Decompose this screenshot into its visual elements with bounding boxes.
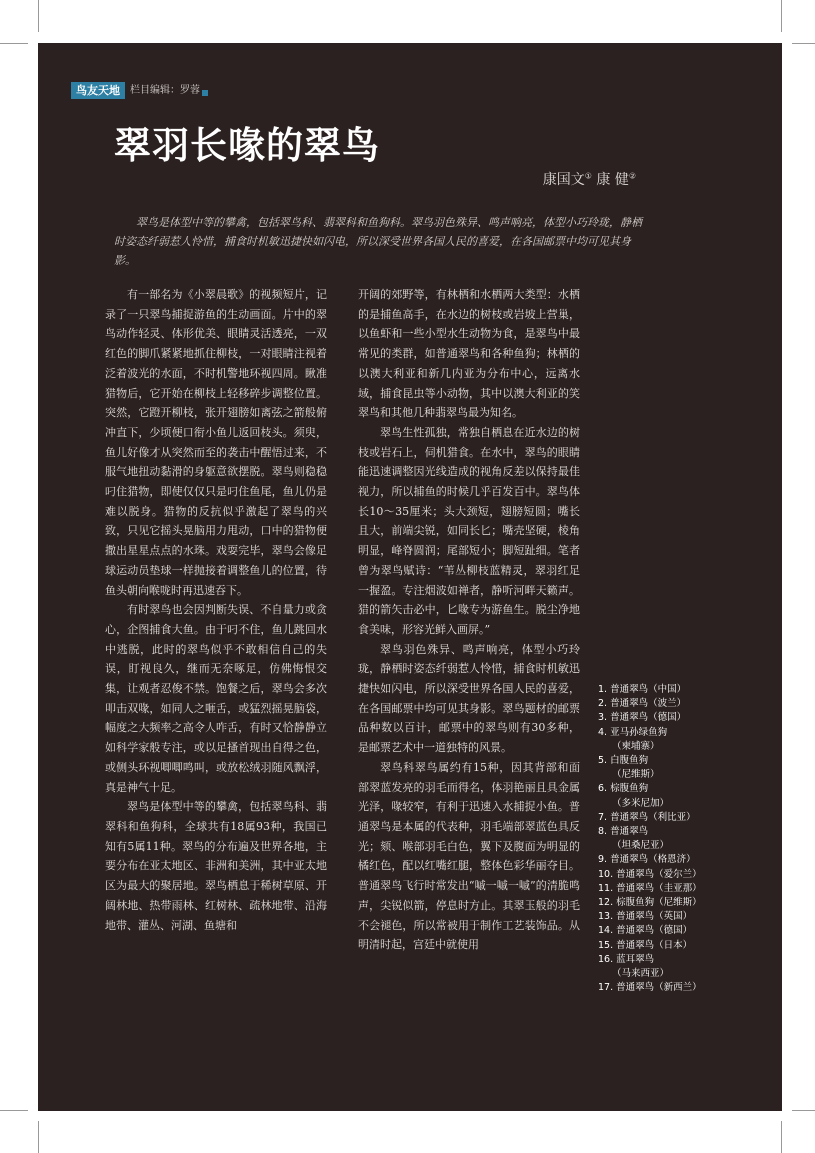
body-column-right — [358, 285, 580, 955]
crop-mark-top-left-v — [38, 0, 39, 32]
stamp-caption-line: 3. 普通翠鸟（德国） — [598, 712, 687, 724]
stamp-caption-country: （柬埔寨） — [612, 740, 660, 752]
stamp-caption — [598, 683, 748, 697]
header-square-marker — [202, 90, 208, 96]
stamp-caption — [598, 811, 748, 825]
crop-mark-bottom-right-h — [792, 1110, 815, 1111]
crop-mark-bottom-left-h — [0, 1110, 28, 1111]
stamp-caption-line: 7. 普通翠鸟（利比亚） — [598, 811, 696, 823]
crop-mark-top-right-v — [781, 0, 782, 32]
stamp-caption — [598, 726, 748, 754]
stamp-caption-country: （马来西亚） — [612, 968, 670, 980]
stamp-caption — [598, 754, 748, 782]
stamp-caption — [598, 868, 748, 882]
stamp-caption — [598, 953, 748, 981]
author-mark-2: ② — [628, 171, 636, 181]
stamp-caption — [598, 910, 748, 924]
crop-mark-bottom-right-v — [781, 1121, 782, 1153]
stamp-caption-line: 11. 普通翠鸟（圭亚那） — [598, 882, 702, 894]
stamp-caption-line: 14. 普通翠鸟（德国） — [598, 925, 693, 937]
stamp-caption-line: 17. 普通翠鸟（新西兰） — [598, 982, 702, 994]
stamp-caption-line: 4. 亚马孙绿鱼狗 — [598, 726, 668, 738]
stamp-caption-line: 2. 普通翠鸟（波兰） — [598, 698, 687, 710]
crop-mark-top-right-h — [792, 43, 815, 44]
stamp-caption — [598, 981, 748, 995]
stamp-caption-line: 13. 普通翠鸟（英国） — [598, 911, 693, 923]
body-paragraph: 开阔的郊野等，有林栖和水栖两大类型：水栖的是捕鱼高手，在水边的树枝或岩坡上营巢，以鱼虾和一些小型水生动物为食，是翠鸟中最常见的类群，如普通翠鸟和各种鱼狗；林栖的以澳大利亚和新几内亚为分布中心，远离水域，捕食昆虫等小动物，其中以澳大利亚的笑翠鸟和其他几种翡翠鸟最为知名。 — [358, 288, 580, 420]
stamp-caption-list — [598, 683, 748, 995]
stamp-caption — [598, 825, 748, 853]
body-paragraph: 有时翠鸟也会因判断失误、不自量力或贪心，企图捕食大鱼。由于叼不住，鱼儿跳回水中逃脱，此时的翠鸟似乎不敢相信自己的失误，盯视良久，继而无奈啄足，仿佛悔恨交集，让观者忍俊不禁。饱餐之后，翠鸟会多次叩击双喙，如同人之咂舌，或猛烈摇晃脑袋，幅度之大频率之高令人咋舌，有时又恰静静立如科学家般专注，或以足搔首现出自得之色，或侧头环视唧唧鸣叫，或放松绒羽随风飘浮，真是神气十足。 — [105, 603, 327, 794]
stamp-caption — [598, 939, 748, 953]
stamp-caption — [598, 924, 748, 938]
stamp-caption-line: 15. 普通翠鸟（日本） — [598, 939, 693, 951]
stamp-caption — [598, 697, 748, 711]
crop-mark-top-left-h — [0, 43, 28, 44]
stamp-caption-country: （多米尼加） — [612, 797, 670, 809]
stamp-caption — [598, 853, 748, 867]
stamp-caption-line: 8. 普通翠鸟 — [598, 826, 649, 838]
author-name-1: 康国文 — [542, 172, 585, 188]
stamp-caption-line: 1. 普通翠鸟（中国） — [598, 684, 687, 695]
body-paragraph: 有一部名为《小翠晨歌》的视频短片，记录了一只翠鸟捕捉游鱼的生动画面。片中的翠鸟动作轻灵、体形优美、眼睛灵活透亮，一双红色的脚爪紧紧地抓住柳枝，一对眼睛注视着泛着波光的水面，不时机警地环视四周。瞅准猎物后，它开始在柳枝上轻移碎步调整位置。突然，它蹬开柳枝，张开翅膀如离弦之箭般俯冲直下，少顷便口衔小鱼儿返回枝头。须臾，鱼儿好像才从突然而至的袭击中醒悟过来，不服气地扭动黏滑的身躯意欲摆脱。翠鸟则稳稳叼住猎物，即使仅仅只是叼住鱼尾，鱼儿仍是难以脱身。猎物的反抗似乎激起了翠鸟的兴致，只见它摇头晃脑用力甩动，口中的猎物便撒出星星点点的水珠。戏耍完毕，翠鸟会像足球运动员垫球一样抛接着调整鱼儿的位置，待鱼头朝向喉咙时再迅速吞下。 — [105, 288, 327, 597]
body-paragraph: 翠鸟科翠鸟属约有15种，因其背部和面部翠蓝发亮的羽毛而得名，体羽艳丽且具金属光泽，喙较窄，有利于迅速入水捕捉小鱼。普通翠鸟是本属的代表种，羽毛端部翠蓝色具反光；颏、喉部羽毛白色，翼下及腹面为明显的橘红色，配以红嘴红腿，整体色彩华丽夺目。普通翠鸟飞行时常发出“嘁一嘁一嘁”的清脆鸣声，尖锐似箭，停息时方止。其翠玉般的羽毛不会褪色，所以常被用于制作工艺装饰品。从明清时起，宫廷中就使用 — [358, 760, 580, 952]
section-tag: 鸟友天地 — [71, 82, 125, 99]
stamp-caption — [598, 882, 748, 896]
stamp-caption — [598, 896, 748, 910]
stamp-caption-line: 16. 蓝耳翠鸟 — [598, 953, 655, 965]
article-abstract: 翠鸟是体型中等的攀禽，包括翠鸟科、翡翠科和鱼狗科。翠鸟羽色殊异、鸣声响亮，体型小巧玲珑，静栖时姿态纤弱惹人怜惜，捕食时机敏迅捷快如闪电，所以深受世界各国人民的喜爱，在各国邮票中均可见其身影。 — [114, 216, 642, 267]
body-paragraph: 翠鸟生性孤独，常独自栖息在近水边的树枝或岩石上，伺机猎食。在水中，翠鸟的眼睛能迅速调整因光线造成的视角反差以保持最佳视力，所以捕鱼的时候几乎百发百中。翠鸟体长10～35厘米；头大颈短，翅膀短圆；嘴长且大，前端尖锐，如同长匕；嘴壳坚硬，棱角明显，峰脊圆润；尾部短小；脚短趾细。笔者曾为翠鸟赋诗：“苇丛柳枝蓝精灵，翠羽红足一握盈。专注烟波如禅者，静听河畔天籁声。猎的箭矢击必中，匕喙专为游鱼生。脱尘净地食美味，形容光鲜入画屏。” — [358, 425, 580, 636]
article-title: 翠羽长喙的翠鸟 — [114, 124, 380, 167]
editor-credit: 栏目编辑：罗蓉 — [130, 85, 200, 96]
crop-mark-bottom-left-v — [38, 1121, 39, 1153]
author-byline — [543, 169, 636, 189]
author-name-2: 康 健 — [596, 172, 629, 188]
stamp-caption-line: 12. 棕腹鱼狗（尼维斯） — [598, 897, 702, 909]
stamp-caption — [598, 711, 748, 725]
body-column-left — [105, 285, 327, 935]
author-mark-1: ① — [584, 171, 592, 181]
stamp-caption-line: 5. 白腹鱼狗 — [598, 755, 649, 767]
stamp-caption-line: 9. 普通翠鸟（格恩济） — [598, 854, 696, 866]
body-paragraph: 翠鸟是体型中等的攀禽，包括翠鸟科、翡翠科和鱼狗科，全球共有18属93种，我国已知有5属11种。翠鸟的分布遍及世界各地，主要分布在亚太地区、非洲和美洲，其中亚太地区为最大的聚居地。翠鸟栖息于稀树草原、开阔林地、热带雨林、红树林、疏林地带、沿海地带、灌丛、河湖、鱼塘和 — [105, 800, 327, 932]
stamp-caption-line: 6. 棕腹鱼狗 — [598, 783, 649, 795]
stamp-caption-line: 10. 普通翠鸟（爱尔兰） — [598, 868, 702, 880]
stamp-caption — [598, 782, 748, 810]
stamp-caption-country: （尼维斯） — [612, 769, 660, 781]
stamp-caption-country: （坦桑尼亚） — [612, 840, 670, 852]
magazine-page — [38, 43, 782, 1111]
body-paragraph: 翠鸟羽色殊异、鸣声响亮，体型小巧玲珑，静栖时姿态纤弱惹人怜惜，捕食时机敏迅捷快如闪电，所以深受世界各国人民的喜爱，在各国邮票中均可见其身影。翠鸟题材的邮票品种数以百计，邮票中的翠鸟则有30多种，是邮票艺术中一道独特的风景。 — [358, 642, 580, 755]
